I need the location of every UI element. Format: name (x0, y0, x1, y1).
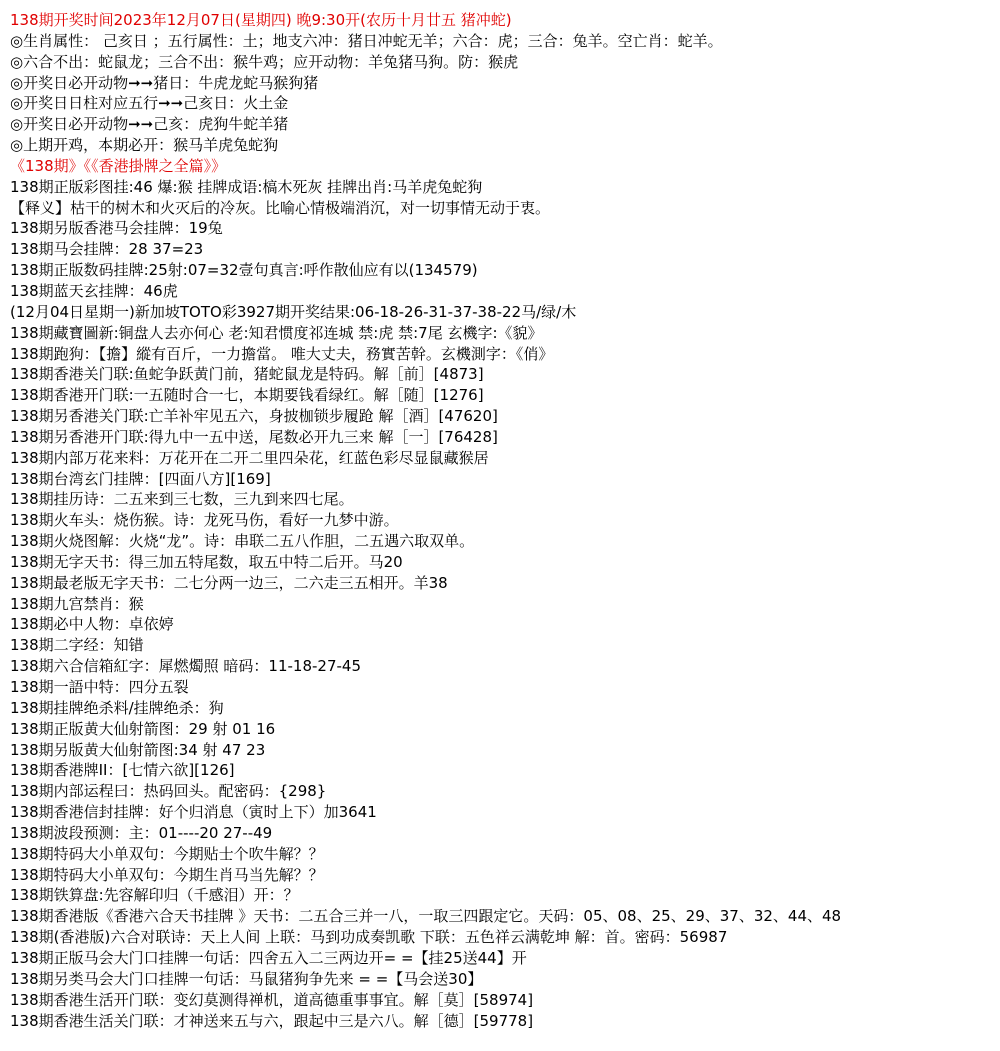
text-line: 138期特码大小单双句：今期生肖马当先解？？ (10, 865, 324, 884)
text-line: 【释义】枯干的树木和火灭后的冷灰。比喻心情极端消沉，对一切事情无动于衷。 (10, 198, 551, 217)
text-line: 138期最老版无字天书：二七分两一边三，二六走三五相开。羊38 (10, 573, 448, 592)
text-line: 138期火车头：烧伤猴。诗：龙死马伤，看好一九梦中游。 (10, 511, 399, 530)
lottery-forecast-document (10, 10, 995, 1031)
text-line: 138期正版数码挂牌:25射:07=32壹句真言:呼作散仙应有以(134579) (10, 261, 478, 280)
text-line: 138期内部运程曰：热码回头。配密码：{298} (10, 782, 327, 801)
text-line: 138期蓝天玄挂牌：46虎 (10, 281, 178, 300)
text-line: 138期波段预测：主：01----20 27--49 (10, 823, 273, 842)
text-line: 138期挂历诗：二五来到三七数，三九到来四七尾。 (10, 490, 354, 509)
text-line: 138期二字经：知错 (10, 636, 144, 655)
text-line: 138期香港关门联:鱼蛇争跃黄门前，猪蛇鼠龙是特码。解［前］[4873] (10, 365, 484, 384)
text-line: 138期另版香港马会挂牌：19兔 (10, 219, 223, 238)
text-line: 138期(香港版)六合对联诗：天上人间 上联：马到功成奏凯歌 下联：五色祥云满乾坤 解：首。密码：56987 (10, 928, 728, 947)
text-line: 138期香港生活关门联：才神送来五与六，跟起中三是六八。解［德］[59778] (10, 1011, 534, 1030)
text-line: 138期挂牌绝杀料/挂牌绝杀：狗 (10, 698, 224, 717)
text-line: 138期必中人物：卓依婷 (10, 615, 174, 634)
text-line: 138期香港信封挂牌：好个归消息（寅时上下）加3641 (10, 803, 377, 822)
text-line: ◎生肖属性： 己亥日 ；五行属性：土；地支六冲：猪日冲蛇无羊；六合：虎；三合：兔羊。空亡肖：蛇羊。 (10, 31, 723, 50)
text-line: 138期一語中特：四分五裂 (10, 678, 189, 696)
text-line: 138期藏寶圖新:铜盘人去亦何心 老:知君惯度祁连城 禁:虎 禁:7尾 玄機字:《貌》 (10, 323, 543, 342)
text-line: 138期香港开门联:一五随时合一七，本期要钱看绿红。解［随］[1276] (10, 386, 484, 405)
text-line: 138期另香港关门联:亡羊补牢见五六，身披枷锁步履跄 解［酒］[47620] (10, 407, 498, 426)
text-line: 138期香港生活开门联：变幻莫测得禅机，道高德重事事宜。解［莫］[58974] (10, 990, 534, 1009)
text-line: 138期台湾玄门挂牌：[四面八方][169] (10, 469, 271, 488)
heading-line: 138期开奖时间2023年12月07日(星期四) 晚9:30开(农历十月廿五 猪冲蛇) (10, 11, 512, 29)
text-line: 138期跑狗：【擔】縱有百斤，一力擔當。 唯大丈夫，務實苦幹。玄機測字：《俏》 (10, 344, 554, 363)
text-line: 138期另香港开门联:得九中一五中送，尾数必开九三来 解［一］[76428] (10, 427, 498, 446)
text-line: 138期另版黄大仙射箭图:34 射 47 23 (10, 740, 266, 759)
text-line: ◎开奖日必开动物➞➞己亥：虎狗牛蛇羊猪 (10, 115, 289, 134)
text-line: ◎上期开鸡，本期必开：猴马羊虎兔蛇狗 (10, 136, 279, 155)
text-line: ◎六合不出：蛇鼠龙；三合不出：猴牛鸡；应开动物：羊兔猪马狗。防：猴虎 (10, 52, 519, 71)
text-line: 138期特码大小单双句：今期贴士个吹牛解？？ (10, 844, 324, 863)
text-line: 138期铁算盘:先容解印归（千感泪）开：？ (10, 886, 299, 905)
text-line: (12月04日星期一)新加坡TOTO彩3927期开奖结果:06-18-26-31-37-38-22马/绿/木 (10, 302, 577, 321)
text-line: ◎开奖日必开动物➞➞猪日：牛虎龙蛇马猴狗猪 (10, 73, 319, 92)
text-line: 138期火烧图解：火烧“龙”。诗：串联二五八作胆，二五遇六取双单。 (10, 532, 475, 551)
text-line: 138期无字天书：得三加五特尾数，取五中特二后开。马20 (10, 552, 403, 571)
text-line: 138期另类马会大门口挂牌一句话：马鼠猪狗争先来 = =【马会送30】 (10, 969, 483, 988)
text-line: 138期正版彩图挂:46 爆:猴 挂牌成语:槁木死灰 挂牌出肖:马羊虎兔蛇狗 (10, 177, 483, 196)
heading-line: 《138期》《《香港掛牌之全篇》》 (10, 156, 227, 175)
text-line: 138期马会挂牌：28 37=23 (10, 240, 204, 259)
text-line: 138期香港牌II：[七情六欲][126] (10, 761, 235, 780)
text-line: 138期六合信箱紅字：犀燃燭照 暗码：11-18-27-45 (10, 657, 361, 676)
text-line: 138期内部万花来料：万花开在二开二里四朵花，红蓝色彩尽显鼠藏猴居 (10, 448, 489, 467)
text-line: 138期九宫禁肖：猴 (10, 594, 144, 613)
text-line: 138期正版马会大门口挂牌一句话：四舍五入二三两边开= =【挂25送44】开 (10, 948, 527, 967)
text-line: 138期正版黄大仙射箭图：29 射 01 16 (10, 719, 276, 738)
text-line: ◎开奖日日柱对应五行➞➞己亥日：火土金 (10, 94, 289, 113)
text-line: 138期香港版《香港六合天书挂牌 》天书：二五合三并一八，一取三四跟定它。天码：05、08、25、29、37、32、44、48 (10, 907, 842, 926)
